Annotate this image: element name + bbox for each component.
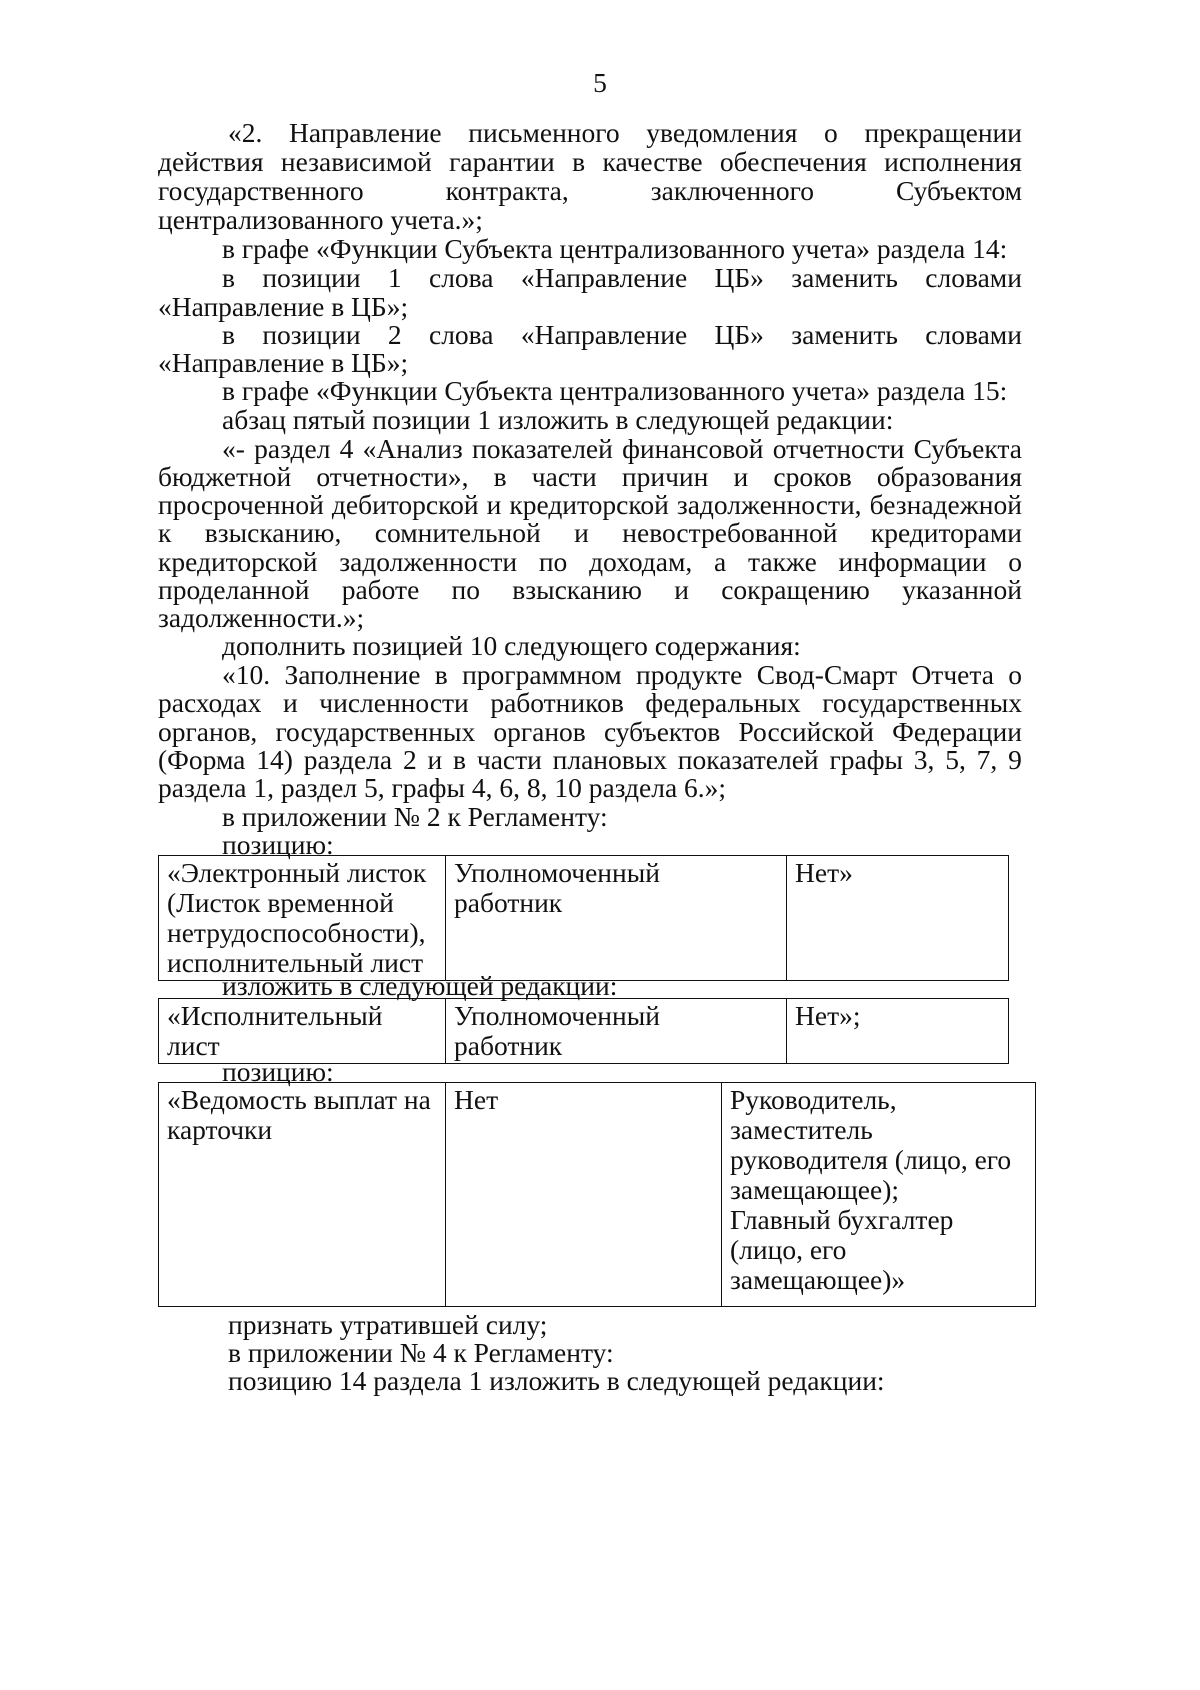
- word: бюджетной: [158, 461, 292, 492]
- word: позиции: [262, 262, 361, 293]
- word: причин: [621, 461, 709, 492]
- cell-line: «Электронный листок: [167, 857, 427, 888]
- cell-line: «Ведомость выплат на: [167, 1084, 431, 1115]
- text-line: [158, 490, 1022, 520]
- word: задолженности,: [676, 489, 862, 520]
- word: и: [674, 574, 689, 605]
- cell-line: Уполномоченный: [454, 1000, 660, 1031]
- table-cell: [446, 856, 787, 981]
- word: качестве: [602, 146, 703, 177]
- word: гарантии: [449, 146, 555, 177]
- text-line: в графе «Функции Субъекта централизованного учета» раздела 14:: [222, 233, 1008, 264]
- word: доходам,: [589, 546, 693, 577]
- word: независимой: [280, 146, 432, 177]
- word: Субъекта: [913, 433, 1022, 464]
- word: а: [714, 546, 727, 577]
- word: просроченной: [158, 489, 324, 520]
- word: в: [493, 461, 507, 492]
- text-line: «Направление в ЦБ»;: [158, 347, 409, 378]
- cell-line: замещающее)»: [730, 1264, 906, 1295]
- word: расходах: [158, 687, 262, 718]
- word: обеспечения: [719, 146, 867, 177]
- word: словами: [925, 319, 1022, 350]
- text-line: [222, 320, 1022, 350]
- word: «Анализ: [362, 433, 463, 464]
- cell-line: заместитель: [730, 1114, 873, 1145]
- cell-line: нетрудоспособности),: [167, 917, 426, 948]
- word: словами: [925, 262, 1022, 293]
- page-number: 5: [593, 67, 607, 98]
- word: по: [538, 546, 568, 577]
- word: 4: [339, 433, 354, 464]
- text-line: «Направление в ЦБ»;: [158, 291, 409, 322]
- text-line: позицию 14 раздела 1 изложить в следующей редакции:: [228, 1365, 885, 1396]
- word: государственных: [822, 687, 1022, 718]
- word: 2: [387, 319, 402, 350]
- text-line: дополнить позицией 10 следующего содержания:: [222, 630, 801, 661]
- table-cell: [159, 999, 446, 1064]
- word: сроков: [773, 461, 852, 492]
- word: позиции: [262, 319, 361, 350]
- word: Направление: [289, 117, 442, 148]
- word: проделанной: [158, 574, 310, 605]
- cell-line: (Листок временной: [167, 887, 394, 918]
- word: взысканию,: [204, 517, 342, 548]
- table-cell: [159, 856, 446, 981]
- word: в: [434, 659, 448, 690]
- cell-line: Нет»;: [795, 1000, 861, 1031]
- text-line: [158, 575, 1022, 605]
- word: раздела: [303, 744, 393, 775]
- word: численности: [319, 687, 469, 718]
- word: 14): [256, 744, 293, 775]
- word: Свод-Смарт: [756, 659, 898, 690]
- text-line: [158, 717, 1022, 747]
- word: части: [476, 744, 542, 775]
- word: уведомления: [646, 117, 798, 148]
- word: Заполнение: [284, 659, 421, 690]
- word: по: [451, 574, 481, 605]
- word: указанной: [902, 574, 1022, 605]
- word: 7,: [976, 744, 998, 775]
- cell-line: Руководитель,: [730, 1084, 897, 1115]
- text-line: [222, 263, 1022, 293]
- word: прекращении: [864, 117, 1022, 148]
- text-line: [222, 660, 1022, 690]
- text-line: задолженности.»;: [158, 602, 365, 633]
- word: показателей: [472, 433, 613, 464]
- text-line: [158, 547, 1022, 577]
- text-line: изложить в следующей редакции:: [222, 970, 618, 1001]
- word: кредиторами: [870, 517, 1022, 548]
- word: сокращению: [721, 574, 870, 605]
- text-line: раздела 1, раздел 5, графы 4, 6, 8, 10 раздела 6.»;: [158, 772, 727, 803]
- cell-line: руководителя (лицо, его: [730, 1144, 1012, 1175]
- word: взысканию: [512, 574, 642, 605]
- word: Отчета: [911, 659, 994, 690]
- word: 1: [387, 262, 402, 293]
- word: исполнения: [884, 146, 1022, 177]
- cell-line: замещающее);: [730, 1174, 899, 1205]
- word: органов: [493, 716, 586, 747]
- cell-line: работник: [454, 887, 563, 918]
- text-line: позицию:: [222, 1056, 334, 1087]
- word: (Форма: [158, 744, 246, 775]
- word: 3,: [913, 744, 935, 775]
- word: «Направление: [520, 319, 688, 350]
- word: и: [733, 461, 749, 492]
- word: раздел: [254, 433, 331, 464]
- word: заключенного: [650, 175, 814, 206]
- position-table-void: [158, 1082, 1036, 1307]
- word: и: [427, 744, 443, 775]
- word: органов,: [158, 716, 258, 747]
- word: в: [572, 146, 586, 177]
- text-line: [222, 434, 1022, 464]
- word: субъектов: [603, 716, 721, 747]
- word: информации: [838, 546, 987, 577]
- table-cell: [787, 999, 1009, 1064]
- text-line: [158, 176, 1022, 206]
- word: «2.: [228, 117, 263, 148]
- text-line: в приложении № 2 к Регламенту:: [222, 801, 608, 832]
- word: 9: [1008, 744, 1022, 775]
- cell-line: исполнительный лист: [167, 947, 424, 978]
- text-line: [228, 118, 1022, 148]
- word: показателей: [677, 744, 819, 775]
- word: о: [1008, 546, 1022, 577]
- word: заменить: [791, 319, 898, 350]
- table-cell: [722, 1083, 1036, 1307]
- word: работе: [341, 574, 420, 605]
- word: графы: [829, 744, 903, 775]
- word: «Направление: [520, 262, 688, 293]
- word: «10.: [222, 659, 271, 690]
- text-line: в графе «Функции Субъекта централизованного учета» раздела 15:: [222, 375, 1008, 406]
- word: плановых: [552, 744, 667, 775]
- text-line: позицию:: [222, 829, 334, 860]
- word: 5,: [945, 744, 966, 775]
- word: о: [1008, 659, 1022, 690]
- word: и: [486, 489, 502, 520]
- word: работников: [490, 687, 624, 718]
- cell-line: лист: [167, 1030, 220, 1061]
- word: контракта,: [445, 175, 569, 206]
- text-line: признать утратившей силу;: [228, 1309, 548, 1340]
- word: сомнительной: [374, 517, 541, 548]
- word: государственных: [275, 716, 476, 747]
- text-line: в приложении № 4 к Регламенту:: [228, 1337, 614, 1368]
- word: кредиторской: [158, 546, 318, 577]
- text-line: [158, 518, 1022, 548]
- word: Федерации: [892, 716, 1022, 747]
- word: письменного: [468, 117, 620, 148]
- cell-line: Нет»: [795, 857, 853, 888]
- word: образования: [876, 461, 1022, 492]
- word: государственного: [158, 175, 364, 206]
- word: к: [158, 517, 172, 548]
- text-line: [158, 147, 1022, 177]
- word: дебиторской: [331, 489, 479, 520]
- word: действия: [158, 146, 264, 177]
- word: «-: [222, 433, 245, 464]
- word: в: [453, 744, 467, 775]
- position-table-new: [158, 998, 1009, 1064]
- word: финансовой: [622, 433, 764, 464]
- table-cell: [159, 1083, 446, 1307]
- word: слова: [428, 319, 494, 350]
- word: также: [748, 546, 817, 577]
- word: продукте: [636, 659, 743, 690]
- word: отчетности: [772, 433, 905, 464]
- word: отчетности»,: [316, 461, 469, 492]
- word: и: [574, 517, 589, 548]
- table-cell: [446, 999, 787, 1064]
- word: части: [531, 461, 597, 492]
- word: невостребованной: [622, 517, 838, 548]
- cell-line: (лицо, его: [730, 1234, 847, 1265]
- word: заменить: [791, 262, 898, 293]
- text-line: централизованного учета.»;: [158, 204, 483, 235]
- position-table-old: [158, 855, 1009, 981]
- word: ЦБ»: [714, 319, 764, 350]
- word: Российской: [738, 716, 874, 747]
- word: в: [222, 319, 235, 350]
- word: слова: [428, 262, 494, 293]
- word: задолженности: [339, 546, 518, 577]
- table-cell: [787, 856, 1009, 981]
- word: программном: [462, 659, 622, 690]
- cell-line: карточки: [167, 1114, 273, 1145]
- text-line: [158, 745, 1022, 775]
- word: в: [222, 262, 235, 293]
- table-cell: [446, 1083, 722, 1307]
- cell-line: Нет: [454, 1084, 499, 1115]
- word: ЦБ»: [714, 262, 764, 293]
- word: и: [282, 687, 298, 718]
- word: 2: [402, 744, 417, 775]
- word: федеральных: [645, 687, 801, 718]
- text-line: [158, 462, 1022, 492]
- word: Субъектом: [895, 175, 1022, 206]
- word: кредиторской: [509, 489, 669, 520]
- cell-line: работник: [454, 1030, 563, 1061]
- word: о: [824, 117, 838, 148]
- cell-line: Главный бухгалтер: [730, 1204, 954, 1235]
- text-line: абзац пятый позиции 1 изложить в следующей редакции:: [222, 404, 894, 435]
- cell-line: «Исполнительный: [167, 1000, 383, 1031]
- text-line: [158, 688, 1022, 718]
- cell-line: Уполномоченный: [454, 857, 660, 888]
- word: безнадежной: [869, 489, 1022, 520]
